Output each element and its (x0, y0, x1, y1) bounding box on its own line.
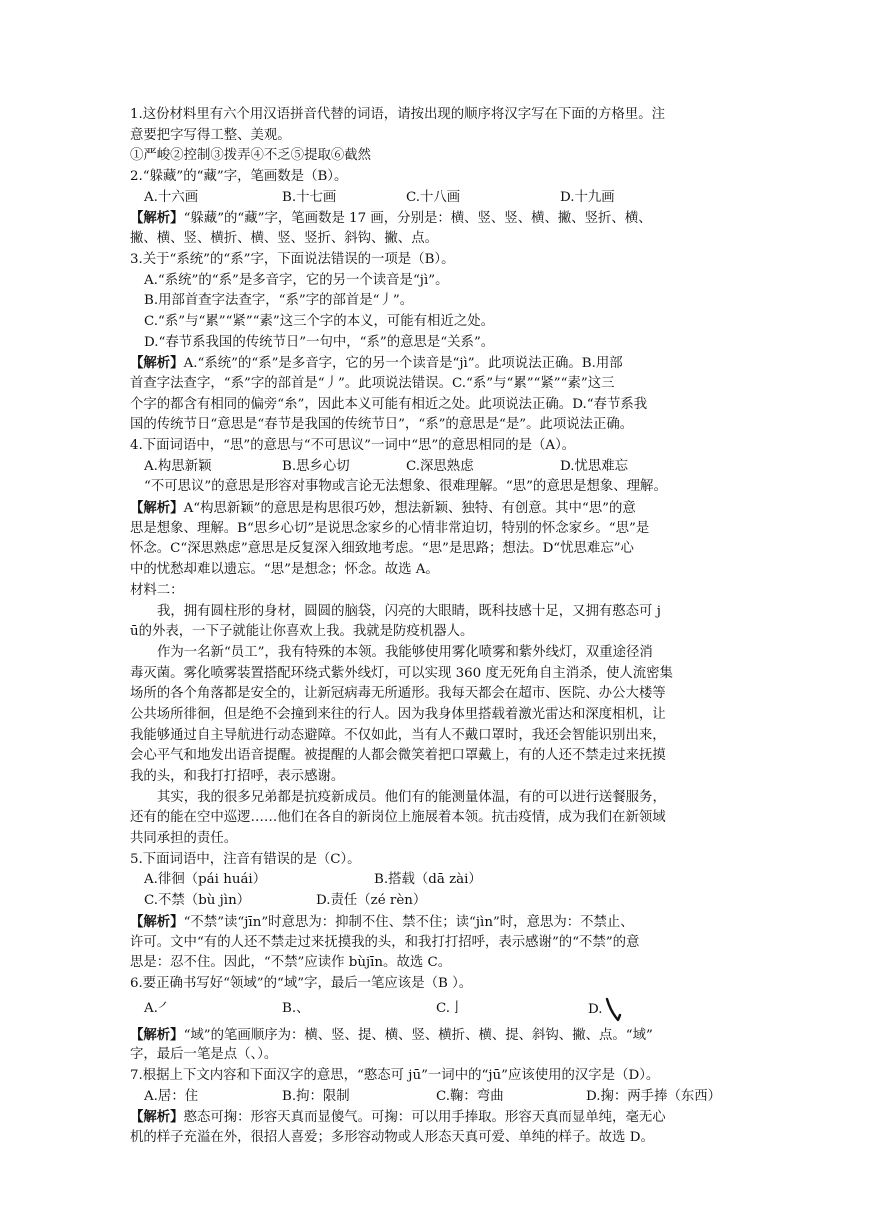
material2-p2-line1: 作为一名新“员工”，我有特殊的本领。我能够使用雾化喷雾和紫外线灯，双重途径消 (157, 644, 653, 660)
q4-option-a: A.构思新颖 (144, 458, 212, 474)
q2-analysis-line1 (130, 208, 740, 229)
q4-option-b: B.思乡心切 (282, 458, 350, 474)
q2-analysis-text: “躲藏”的“藏”字，笔画数是 17 画，分别是：横、竖、竖、横、撇、竖折、横、 (183, 211, 652, 227)
q4-analysis-line1 (130, 498, 740, 519)
q3-option-c: C.“系”与“累”“紧”“素”这三个字的本义，可能有相近之处。 (144, 313, 494, 329)
q4-analysis-line3: 怀念。C“深思熟虑”意思是反复深入细致地考虑。“思”是思路；想法。D“忧思难忘”心 (130, 541, 634, 557)
q3-option-d: D.“春节系我国的传统节日”一句中，“系”的意思是“关系”。 (144, 334, 495, 350)
q7-stem: 7.根据上下文内容和下面汉字的意思，“憨态可 jū”一词中的“jū”应该使用的汉字是（D）。 (130, 1067, 660, 1083)
q4-option-c: C.深思熟虑 (406, 458, 474, 474)
q4-analysis-line2: 思是想象、理解。B“思乡心切”是说思念家乡的心情非常迫切，特别的怀念家乡。“思”是 (130, 520, 650, 536)
q5-analysis-line1 (130, 912, 740, 933)
q5-analysis-line3: 思是：忍不住。因此，“不禁”应读作 bùjīn。故选 C。 (130, 955, 452, 971)
q4-analysis-text: A“构思新颖”的意思是构思很巧妙，想法新颖、独特、有创意。其中“思”的意 (183, 501, 636, 517)
q6-stem: 6.要正确书写好“领域”的“域”字，最后一笔应该是（B ）。 (130, 975, 473, 991)
material2-p3-line2: 还有的能在空中巡逻……他们在各自的新岗位上施展着本领。抗击疫情，成为我们在新领域 (130, 810, 666, 826)
q1-stem-line1: 1.这份材料里有六个用汉语拼音代替的词语，请按出现的顺序将汉字写在下面的方格里。注 (130, 107, 666, 122)
q6-analysis-text: “域”的笔画顺序为：横、竖、提、横、竖、横折、横、提、斜钩、撇、点。“域” (183, 1027, 653, 1043)
q6-option-c: C.亅 (436, 1001, 464, 1017)
q7-option-d: D.掬：两手捧（东西） (586, 1088, 722, 1104)
material2-heading: 材料二： (130, 582, 184, 598)
analysis-tag: 【解析】 (130, 355, 184, 372)
q6-option-a: A.㇒ (144, 1001, 172, 1017)
q5-options-row2 (130, 891, 740, 912)
q2-stem: 2.“躲藏”的“藏”字，笔画数是（B）。 (130, 169, 348, 185)
q4-options (130, 457, 740, 478)
q2-option-a: A.十六画 (144, 189, 199, 205)
q6-option-d-label: D. (588, 1002, 603, 1018)
q2-option-c: C.十八画 (406, 189, 461, 205)
q7-option-c: C.鞠：弯曲 (436, 1088, 504, 1104)
q2-option-d: D.十九画 (560, 189, 615, 205)
q5-analysis-line2: 许可。文中“有的人还不禁走过来抚摸我的头，和我打打招呼，表示感谢”的“不禁”的意 (130, 934, 640, 950)
q3-analysis-line1 (130, 353, 740, 374)
q5-stem: 5.下面词语中，注音有错误的是（C）。 (130, 851, 361, 867)
slant-hook-stroke-icon (603, 997, 623, 1023)
material2-p2-line5: 我能够通过自主导航进行动态避障。不仅如此，当有人不戴口罩时，我还会智能识别出来， (130, 727, 666, 743)
q7-options (130, 1087, 740, 1108)
q3-analysis-text: A.“系统”的“系”是多音字，它的另一个读音是“jì”。此项说法正确。B.用部 (183, 356, 623, 372)
q3-option-a: A.“系统”的“系”是多音字，它的另一个读音是“jì”。 (144, 272, 449, 288)
q4-analysis-line4: 中的忧愁却难以遗忘。“思”是想念；怀念。故选 A。 (130, 562, 439, 578)
q3-option-b: B.用部首查字法查字，“系”字的部首是“丿”。 (144, 293, 414, 309)
q1-answer: ①严峻②控制③拨弄④不乏⑤提取⑥截然 (130, 148, 372, 164)
analysis-tag: 【解析】 (130, 210, 184, 227)
q7-option-b: B.拘：限制 (282, 1088, 350, 1104)
q4-note: “不可思议”的意思是形容对事物或言论无法想象、很难理解。“思”的意思是想象、理解。 (144, 479, 667, 495)
q7-analysis-text: 憨态可掬：形容天真而显傻气。可掬：可以用手捧取。形容天真而显单纯，毫无心 (183, 1110, 666, 1126)
q5-option-d: D.责任（zé rèn） (316, 893, 427, 909)
q6-options (130, 995, 740, 1025)
q5-option-c: C.不禁（bù jìn） (144, 893, 251, 909)
material2-p2-line7: 我的头，和我打打招呼，表示感谢。 (130, 769, 345, 784)
q5-option-b: B.搭载（dā zài） (374, 872, 482, 888)
q2-options (130, 188, 740, 209)
analysis-tag: 【解析】 (130, 1026, 184, 1043)
material2-p1-line2: ū的外表，一下子就能让你喜欢上我。我就是防疫机器人。 (130, 624, 474, 640)
q6-analysis-line1 (130, 1025, 740, 1046)
material2-p2-line2: 毒灭菌。雾化喷雾装置搭配环绕式紫外线灯，可以实现 360 度无死角自主消杀，使人流密集 (130, 665, 673, 681)
q7-analysis-line2: 机的样子充溢在外，很招人喜爱；多形容动物或人形态天真可爱、单纯的样子。故选 D。 (130, 1130, 654, 1145)
material2-p1-line1: 我，拥有圆柱形的身材，圆圆的脑袋，闪亮的大眼睛，既科技感十足，又拥有憨态可 j (157, 603, 661, 619)
q2-option-b: B.十七画 (282, 189, 337, 205)
q4-option-d: D.忧思难忘 (560, 458, 629, 474)
q3-analysis-line3: 个字的都含有相同的偏旁“糸”，因此本义可能有相近之处。此项说法正确。D.“春节系我 (130, 396, 648, 412)
q6-option-d (588, 997, 623, 1023)
q5-analysis-text: “不禁”读“jīn”时意思为：抑制不住、禁不住；读“jìn”时，意思为：不禁止、 (183, 914, 634, 930)
q6-analysis-line2: 字，最后一笔是点（、）。 (130, 1047, 278, 1063)
q3-analysis-line2: 首查字法查字，“系”字的部首是“丿”。此项说法错误。C.“系”与“累”“紧”“素”这三 (130, 375, 615, 391)
q5-options-row1 (130, 870, 740, 891)
q7-analysis-line1 (130, 1107, 740, 1128)
q4-stem: 4.下面词语中，“思”的意思与“不可思议”一词中“思”的意思相同的是（A）。 (130, 438, 576, 453)
analysis-tag: 【解析】 (130, 500, 184, 517)
q5-option-a: A.徘徊（pái huái） (144, 872, 267, 888)
analysis-tag: 【解析】 (130, 913, 184, 930)
q7-option-a: A.居：住 (144, 1088, 199, 1104)
material2-p2-line6: 会心平气和地发出语音提醒。被提醒的人都会微笑着把口罩戴上，有的人还不禁走过来抚摸 (130, 748, 666, 764)
material2-p3-line1: 其实，我的很多兄弟都是抗疫新成员。他们有的能测量体温，有的可以进行送餐服务， (157, 789, 666, 805)
material2-p2-line3: 场所的各个角落都是安全的，让新冠病毒无所遁形。我每天都会在超市、医院、办公大楼等 (130, 686, 666, 702)
material2-p2-line4: 公共场所徘徊，但是绝不会撞到来往的行人。因为我身体里搭载着激光雷达和深度相机，让 (130, 706, 666, 722)
q6-option-b: B.、 (282, 1001, 310, 1017)
q1-stem-line2: 意要把字写得工整、美观。 (130, 127, 291, 143)
q2-analysis-line2: 撇、横、竖、横折、横、竖、竖折、斜钩、撇、点。 (130, 231, 438, 247)
material2-p3-line3: 共同承担的责任。 (130, 831, 238, 847)
analysis-tag: 【解析】 (130, 1109, 184, 1126)
document-page (130, 105, 740, 1149)
q3-stem: 3.关于“系统”的“系”字，下面说法错误的一项是（B）。 (130, 251, 455, 267)
q3-analysis-line4: 国的传统节日“意思是“春节是我国的传统节日”，“系”的意思是“是”。此项说法正确。 (130, 417, 634, 433)
